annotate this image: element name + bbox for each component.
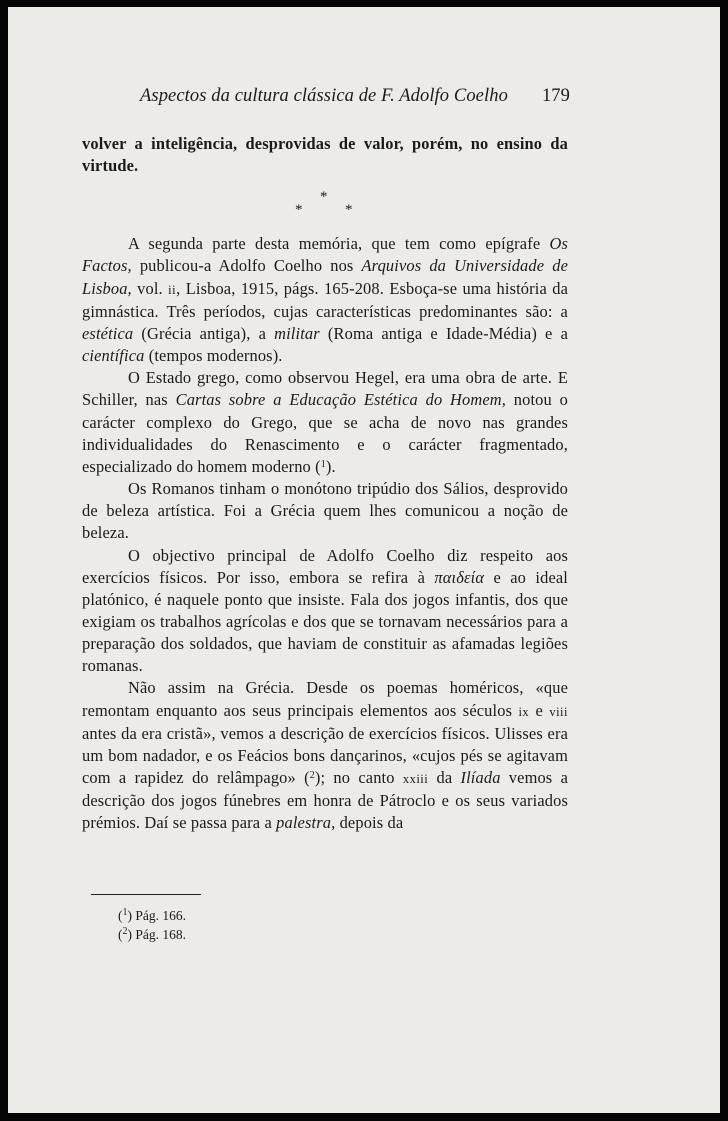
footnote-rule — [91, 894, 201, 895]
paragraph-second-part: A segunda parte desta memória, que tem como epígrafe Os Factos, publicou-a Adolfo Coelho nos Arquivos da Universidade de Lisboa, vol. ii, Lisboa, 1915, págs. 165-208. Esboça-se uma história da gimnástica. Três períodos, cujas características predominantes são: a estética (Grécia antiga), a militar (Roma antiga e Idade-Média) e a científica (tempos modernos). — [82, 234, 569, 366]
paragraph-greece: Não assim na Grécia. Desde os poemas homéricos, «que remontam enquanto aos seus principais elementos aos séculos ix e viii antes da era cristã», vemos a descrição de exercícios físicos. Ulisses era um bom nadador, e os Feácios bons dançarinos, «cujos pés se agitavam com a rapidez do relâmpago» ($^2$); no canto xxiii da Ilíada vemos a descrição dos jogos fúnebres em honra de Pátroclo e os seus variados prémios. Daí se passa para a palestra, depois da — [82, 678, 569, 833]
footnote-ref-1: 1 — [320, 458, 326, 470]
running-header — [140, 86, 570, 112]
paragraph-physical-exercise: O objectivo principal de Adolfo Coelho diz respeito aos exercícios físicos. Por isso, embora se refira à παιδεία e ao ideal platónico, é naquele ponto que insiste. Fala dos jogos infantis, dos que exigiam os trabalhos agrícolas e dos que se tornavam necessários para a preparação dos soldados, que haviam de constituir as afamadas legiões romanas. — [82, 545, 569, 676]
footnote-ref-2: 2 — [309, 770, 315, 782]
paragraph-greek-state: O Estado grego, como observou Hegel, era uma obra de arte. E Schiller, nas Cartas sobre a Educação Estética do Homem, notou o carácter complexo do Grego, que se acha de novo nas grandes individualidades do Renascimento e o carácter fragmentado, especializado do homem moderno ($^1$). — [82, 368, 568, 476]
continued-paragraph: volver a inteligência, desprovidas de valor, porém, no ensino da virtude. — [82, 134, 568, 176]
main-text — [82, 133, 568, 835]
footnotes — [118, 906, 186, 944]
asterism-star-top: * — [320, 189, 328, 206]
footnote-2: ($^2$) Pág. 168. — [118, 926, 186, 942]
paragraph-romans: Os Romanos tinham o monótono tripúdio dos Sálios, desprovido de beleza artística. Foi a Grécia quem lhes comunicou a noção de beleza. — [82, 479, 568, 543]
asterism-star-left: * — [295, 202, 303, 219]
footnote-1: ($^1$) Pág. 166. — [118, 907, 186, 923]
asterism-divider — [82, 177, 568, 233]
asterism-star-right: * — [345, 202, 353, 219]
running-title: Aspectos da cultura clássica de F. Adolfo Coelho — [140, 86, 508, 106]
page-number: 179 — [541, 86, 570, 106]
